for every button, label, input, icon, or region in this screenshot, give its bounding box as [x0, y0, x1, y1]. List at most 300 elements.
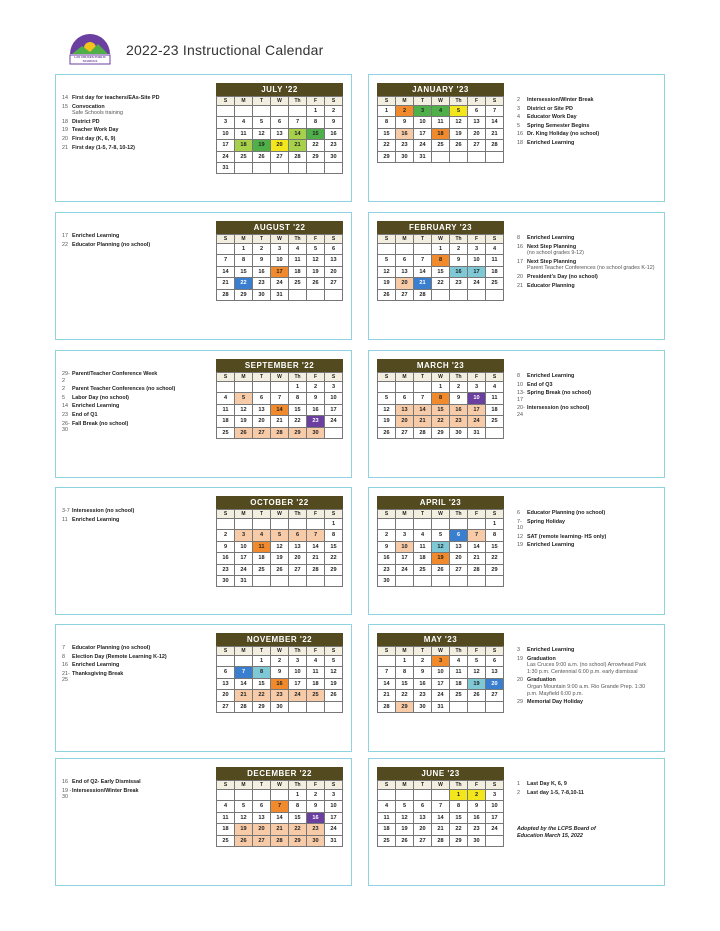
events-list [517, 235, 657, 291]
month-panel [368, 624, 665, 752]
empty-day-cell [217, 244, 235, 255]
day-cell: 23 [307, 824, 325, 835]
weekday-header: S [486, 235, 504, 244]
empty-day-cell [325, 163, 343, 174]
day-cell: 25 [414, 565, 432, 576]
event-title: Intersession (no school) [72, 508, 135, 514]
event-date: 29 [517, 699, 523, 706]
day-cell: 28 [486, 140, 504, 151]
empty-day-cell [325, 702, 343, 713]
day-cell: 9 [307, 801, 325, 812]
day-cell: 15 [289, 813, 307, 824]
day-cell: 30 [325, 152, 343, 163]
day-cell: 5 [253, 117, 271, 128]
day-cell: 30 [271, 702, 289, 713]
event-title: Convocation [72, 103, 105, 110]
event-date: 12 [517, 533, 523, 540]
day-cell: 2 [307, 382, 325, 393]
weekday-header: M [235, 647, 253, 656]
month-panel [368, 487, 665, 615]
day-cell: 4 [217, 393, 235, 404]
day-cell: 21 [235, 690, 253, 701]
event-date: 2 [517, 97, 520, 103]
day-cell: 8 [289, 393, 307, 404]
event-item [517, 259, 657, 272]
day-cell: 19 [468, 679, 486, 690]
day-cell: 24 [468, 278, 486, 289]
day-cell: 10 [271, 255, 289, 266]
day-cell: 15 [378, 129, 396, 140]
day-cell: 15 [307, 129, 325, 140]
event-date: 11 [62, 516, 68, 523]
day-cell: 27 [253, 836, 271, 847]
day-cell: 31 [432, 702, 450, 713]
event-date: 8 [517, 235, 520, 241]
day-cell: 25 [235, 152, 253, 163]
day-cell: 2 [378, 530, 396, 541]
event-item [517, 382, 657, 389]
day-cell: 3 [289, 656, 307, 667]
empty-day-cell [289, 576, 307, 587]
day-cell: 31 [217, 163, 235, 174]
day-cell: 24 [486, 824, 504, 835]
events-list [62, 508, 208, 525]
day-cell: 8 [432, 255, 450, 266]
event-text [72, 145, 135, 152]
day-cell: 1 [486, 519, 504, 530]
day-cell: 9 [450, 393, 468, 404]
event-date: 21 [517, 282, 523, 289]
day-cell: 11 [253, 542, 271, 553]
day-cell: 7 [414, 255, 432, 266]
event-date: 20 [517, 273, 523, 280]
event-text [527, 235, 574, 242]
day-cell: 17 [468, 405, 486, 416]
day-cell: 6 [253, 801, 271, 812]
day-cell: 3 [235, 530, 253, 541]
empty-day-cell [450, 576, 468, 587]
day-cell: 17 [289, 679, 307, 690]
empty-day-cell [486, 428, 504, 439]
weekday-header: Th [450, 647, 468, 656]
day-cell: 23 [307, 416, 325, 427]
day-cell: 1 [432, 244, 450, 255]
event-text [72, 517, 119, 524]
event-text [72, 371, 157, 384]
day-cell: 9 [414, 667, 432, 678]
day-cell: 22 [253, 690, 271, 701]
day-cell: 7 [486, 106, 504, 117]
day-cell: 24 [217, 152, 235, 163]
day-cell: 31 [271, 290, 289, 301]
day-cell: 16 [378, 553, 396, 564]
day-cell: 5 [235, 393, 253, 404]
empty-day-cell [414, 790, 432, 801]
day-cell: 8 [235, 255, 253, 266]
event-item [62, 127, 208, 134]
empty-day-cell [414, 576, 432, 587]
empty-day-cell [271, 382, 289, 393]
empty-day-cell [235, 163, 253, 174]
weekday-header: W [271, 647, 289, 656]
event-text [527, 677, 657, 697]
event-text [527, 106, 573, 113]
event-item [517, 534, 657, 541]
day-cell: 19 [378, 278, 396, 289]
day-cell: 12 [271, 542, 289, 553]
day-cell: 22 [289, 824, 307, 835]
day-cell: 4 [486, 382, 504, 393]
empty-day-cell [378, 244, 396, 255]
month-grid [377, 96, 504, 163]
weekday-header: W [271, 781, 289, 790]
weekday-header: S [217, 373, 235, 382]
weekday-header: T [253, 647, 271, 656]
day-cell: 10 [468, 255, 486, 266]
day-cell: 27 [325, 278, 343, 289]
event-title: Educator Work Day [527, 114, 577, 121]
day-cell: 23 [253, 278, 271, 289]
day-cell: 30 [307, 836, 325, 847]
day-cell: 28 [307, 565, 325, 576]
event-title: Graduation [527, 655, 556, 662]
weekday-header: T [253, 235, 271, 244]
month-grid [216, 372, 343, 439]
event-date: 7-10 [517, 518, 523, 532]
weekday-header: T [253, 510, 271, 519]
event-item [62, 233, 208, 240]
event-text [72, 119, 100, 126]
event-title: Dr. King Holiday (no school) [527, 131, 600, 138]
month-grid [377, 372, 504, 439]
day-cell: 16 [217, 553, 235, 564]
day-cell: 30 [217, 576, 235, 587]
empty-day-cell [289, 106, 307, 117]
event-item [62, 371, 208, 384]
day-cell: 4 [432, 106, 450, 117]
day-cell: 1 [289, 790, 307, 801]
event-date: 19 [517, 542, 523, 549]
event-text [72, 242, 150, 249]
weekday-header: W [432, 373, 450, 382]
empty-day-cell [378, 519, 396, 530]
event-text [527, 781, 567, 788]
event-item [517, 131, 657, 138]
day-cell: 15 [235, 267, 253, 278]
day-cell: 26 [307, 278, 325, 289]
day-cell: 14 [235, 679, 253, 690]
day-cell: 6 [396, 393, 414, 404]
day-cell: 5 [235, 801, 253, 812]
day-cell: 13 [253, 405, 271, 416]
weekday-header: F [307, 373, 325, 382]
day-cell: 15 [396, 679, 414, 690]
event-date: 15 [62, 103, 68, 110]
day-cell: 28 [414, 428, 432, 439]
day-cell: 12 [307, 255, 325, 266]
day-cell: 15 [325, 542, 343, 553]
event-text [527, 405, 589, 418]
day-cell: 5 [432, 530, 450, 541]
event-date: 1 [517, 781, 520, 787]
day-cell: 9 [271, 667, 289, 678]
day-cell: 16 [468, 813, 486, 824]
day-cell: 18 [217, 416, 235, 427]
day-cell: 10 [468, 393, 486, 404]
event-date: 16 [517, 131, 523, 138]
event-text [72, 403, 119, 410]
weekday-header: F [307, 510, 325, 519]
day-cell: 16 [450, 267, 468, 278]
month-calendar [377, 633, 504, 713]
event-date: 10 [517, 381, 523, 388]
event-text [527, 510, 605, 517]
event-item [517, 274, 657, 281]
month-title: APRIL '23 [377, 496, 504, 509]
month-panel [55, 350, 352, 478]
event-text [527, 244, 584, 257]
day-cell: 7 [217, 255, 235, 266]
day-cell: 7 [235, 667, 253, 678]
day-cell: 14 [414, 405, 432, 416]
event-date: 29-2 [62, 371, 70, 384]
month-panel [368, 758, 665, 886]
event-date: 3 [517, 647, 520, 653]
empty-day-cell [396, 519, 414, 530]
month-title: FEBRUARY '23 [377, 221, 504, 234]
day-cell: 27 [414, 836, 432, 847]
logo-text: LAS CRUCES PUBLIC SCHOOLS [74, 55, 106, 63]
event-subtext: Organ Mountain 9:00 a.m. Rio Grande Prep. 1:30 p.m. Mayfield 6:00 p.m. [527, 683, 646, 697]
day-cell: 30 [450, 428, 468, 439]
day-cell: 20 [396, 416, 414, 427]
weekday-header: F [468, 781, 486, 790]
event-date: 2 [62, 386, 65, 393]
event-title: Enriched Learning [527, 235, 575, 241]
event-item [517, 699, 657, 706]
month-panel [55, 758, 352, 886]
day-cell: 5 [468, 656, 486, 667]
day-cell: 26 [450, 140, 468, 151]
empty-day-cell [450, 702, 468, 713]
empty-day-cell [217, 106, 235, 117]
event-item [517, 97, 657, 104]
month-calendar [377, 496, 504, 587]
day-cell: 15 [432, 405, 450, 416]
month-grid [377, 234, 504, 301]
event-date: 13-17 [517, 390, 525, 403]
event-text [72, 136, 115, 143]
event-date: 17 [517, 258, 523, 265]
event-item [62, 395, 208, 402]
event-text [527, 131, 599, 138]
empty-day-cell [432, 152, 450, 163]
day-cell: 26 [325, 690, 343, 701]
day-cell: 20 [325, 267, 343, 278]
day-cell: 25 [486, 416, 504, 427]
event-title: District or Site PD [527, 105, 573, 112]
day-cell: 11 [217, 405, 235, 416]
weekday-header: Th [450, 781, 468, 790]
day-cell: 29 [235, 290, 253, 301]
day-cell: 22 [235, 278, 253, 289]
month-grid [377, 509, 504, 587]
day-cell: 15 [253, 679, 271, 690]
day-cell: 7 [378, 667, 396, 678]
event-title: Teacher Work Day [72, 127, 119, 134]
empty-day-cell [396, 382, 414, 393]
day-cell: 18 [217, 824, 235, 835]
weekday-header: S [486, 510, 504, 519]
day-cell: 20 [289, 553, 307, 564]
events-list [517, 373, 657, 421]
empty-day-cell [253, 790, 271, 801]
day-cell: 5 [378, 393, 396, 404]
event-title: End of Q1 [72, 411, 98, 418]
events-list [62, 645, 208, 686]
empty-day-cell [468, 152, 486, 163]
day-cell: 23 [468, 824, 486, 835]
empty-day-cell [235, 790, 253, 801]
day-cell: 3 [325, 382, 343, 393]
page-title: 2022-23 Instructional Calendar [126, 42, 324, 58]
day-cell: 10 [432, 667, 450, 678]
event-date: 7 [62, 645, 65, 651]
event-date: 3 [517, 105, 520, 112]
event-item [517, 244, 657, 257]
day-cell: 24 [468, 416, 486, 427]
day-cell: 25 [307, 690, 325, 701]
event-item [62, 242, 208, 249]
day-cell: 4 [235, 117, 253, 128]
day-cell: 28 [217, 290, 235, 301]
day-cell: 7 [432, 801, 450, 812]
day-cell: 8 [396, 667, 414, 678]
event-date: 22 [62, 241, 68, 248]
day-cell: 28 [432, 836, 450, 847]
month-grid [216, 509, 343, 587]
day-cell: 11 [450, 667, 468, 678]
day-cell: 12 [396, 813, 414, 824]
day-cell: 5 [378, 255, 396, 266]
event-text [527, 656, 657, 676]
event-title: Intersession/Winter Break [72, 787, 139, 794]
day-cell: 22 [378, 140, 396, 151]
day-cell: 20 [396, 278, 414, 289]
event-subtext: Las Cruces 9:00 a.m. (no school) Arrowhead Park 1:30 p.m. Centennial 6:00 p.m. early dismissal [527, 662, 647, 675]
day-cell: 16 [414, 679, 432, 690]
event-title: Enriched Learning [72, 662, 120, 669]
day-cell: 19 [307, 267, 325, 278]
day-cell: 3 [468, 244, 486, 255]
day-cell: 30 [307, 428, 325, 439]
empty-day-cell [307, 163, 325, 174]
day-cell: 12 [432, 542, 450, 553]
day-cell: 19 [325, 679, 343, 690]
day-cell: 16 [325, 129, 343, 140]
event-item [517, 106, 657, 113]
day-cell: 15 [432, 267, 450, 278]
empty-day-cell [289, 290, 307, 301]
event-item [62, 412, 208, 419]
event-item [517, 405, 657, 418]
weekday-header: W [271, 235, 289, 244]
event-title: Enriched Learning [527, 139, 575, 146]
weekday-header: M [235, 235, 253, 244]
day-cell: 31 [235, 576, 253, 587]
weekday-header: F [468, 235, 486, 244]
day-cell: 2 [253, 244, 271, 255]
day-cell: 17 [486, 813, 504, 824]
event-title: Intersession (no school) [527, 405, 590, 412]
day-cell: 21 [271, 416, 289, 427]
month-grid [377, 646, 504, 713]
month-grid [216, 96, 343, 174]
day-cell: 6 [271, 117, 289, 128]
event-title: Next Step Planning [527, 258, 577, 265]
month-title: AUGUST '22 [216, 221, 343, 234]
day-cell: 29 [486, 565, 504, 576]
day-cell: 9 [253, 255, 271, 266]
month-panel [368, 350, 665, 478]
day-cell: 16 [253, 267, 271, 278]
day-cell: 17 [325, 813, 343, 824]
weekday-header: F [307, 235, 325, 244]
event-subtext: (no school grades 9-12) [527, 250, 584, 257]
event-title: Educator Planning (no school) [527, 510, 606, 516]
day-cell: 23 [450, 416, 468, 427]
day-cell: 16 [307, 813, 325, 824]
weekday-header: F [307, 97, 325, 106]
empty-day-cell [486, 290, 504, 301]
event-text [72, 127, 119, 134]
day-cell: 11 [486, 393, 504, 404]
day-cell: 28 [414, 290, 432, 301]
day-cell: 3 [325, 790, 343, 801]
event-date: 8 [62, 653, 65, 660]
event-text [527, 534, 606, 541]
day-cell: 25 [450, 690, 468, 701]
day-cell: 22 [325, 553, 343, 564]
empty-day-cell [271, 790, 289, 801]
day-cell: 19 [450, 129, 468, 140]
month-panel [55, 74, 352, 202]
day-cell: 28 [271, 428, 289, 439]
day-cell: 7 [414, 393, 432, 404]
event-text [72, 233, 119, 240]
weekday-header: Th [289, 781, 307, 790]
day-cell: 13 [217, 679, 235, 690]
weekday-header: M [396, 97, 414, 106]
day-cell: 8 [450, 801, 468, 812]
day-cell: 9 [378, 542, 396, 553]
weekday-header: S [486, 781, 504, 790]
weekday-header: S [217, 97, 235, 106]
empty-day-cell [307, 576, 325, 587]
empty-day-cell [235, 106, 253, 117]
day-cell: 4 [486, 244, 504, 255]
empty-day-cell [432, 790, 450, 801]
weekday-header: M [235, 373, 253, 382]
weekday-header: S [217, 510, 235, 519]
month-title: OCTOBER '22 [216, 496, 343, 509]
event-text [72, 662, 119, 669]
day-cell: 18 [432, 129, 450, 140]
weekday-header: W [432, 647, 450, 656]
month-calendar [216, 359, 343, 439]
empty-day-cell [253, 106, 271, 117]
empty-day-cell [271, 163, 289, 174]
